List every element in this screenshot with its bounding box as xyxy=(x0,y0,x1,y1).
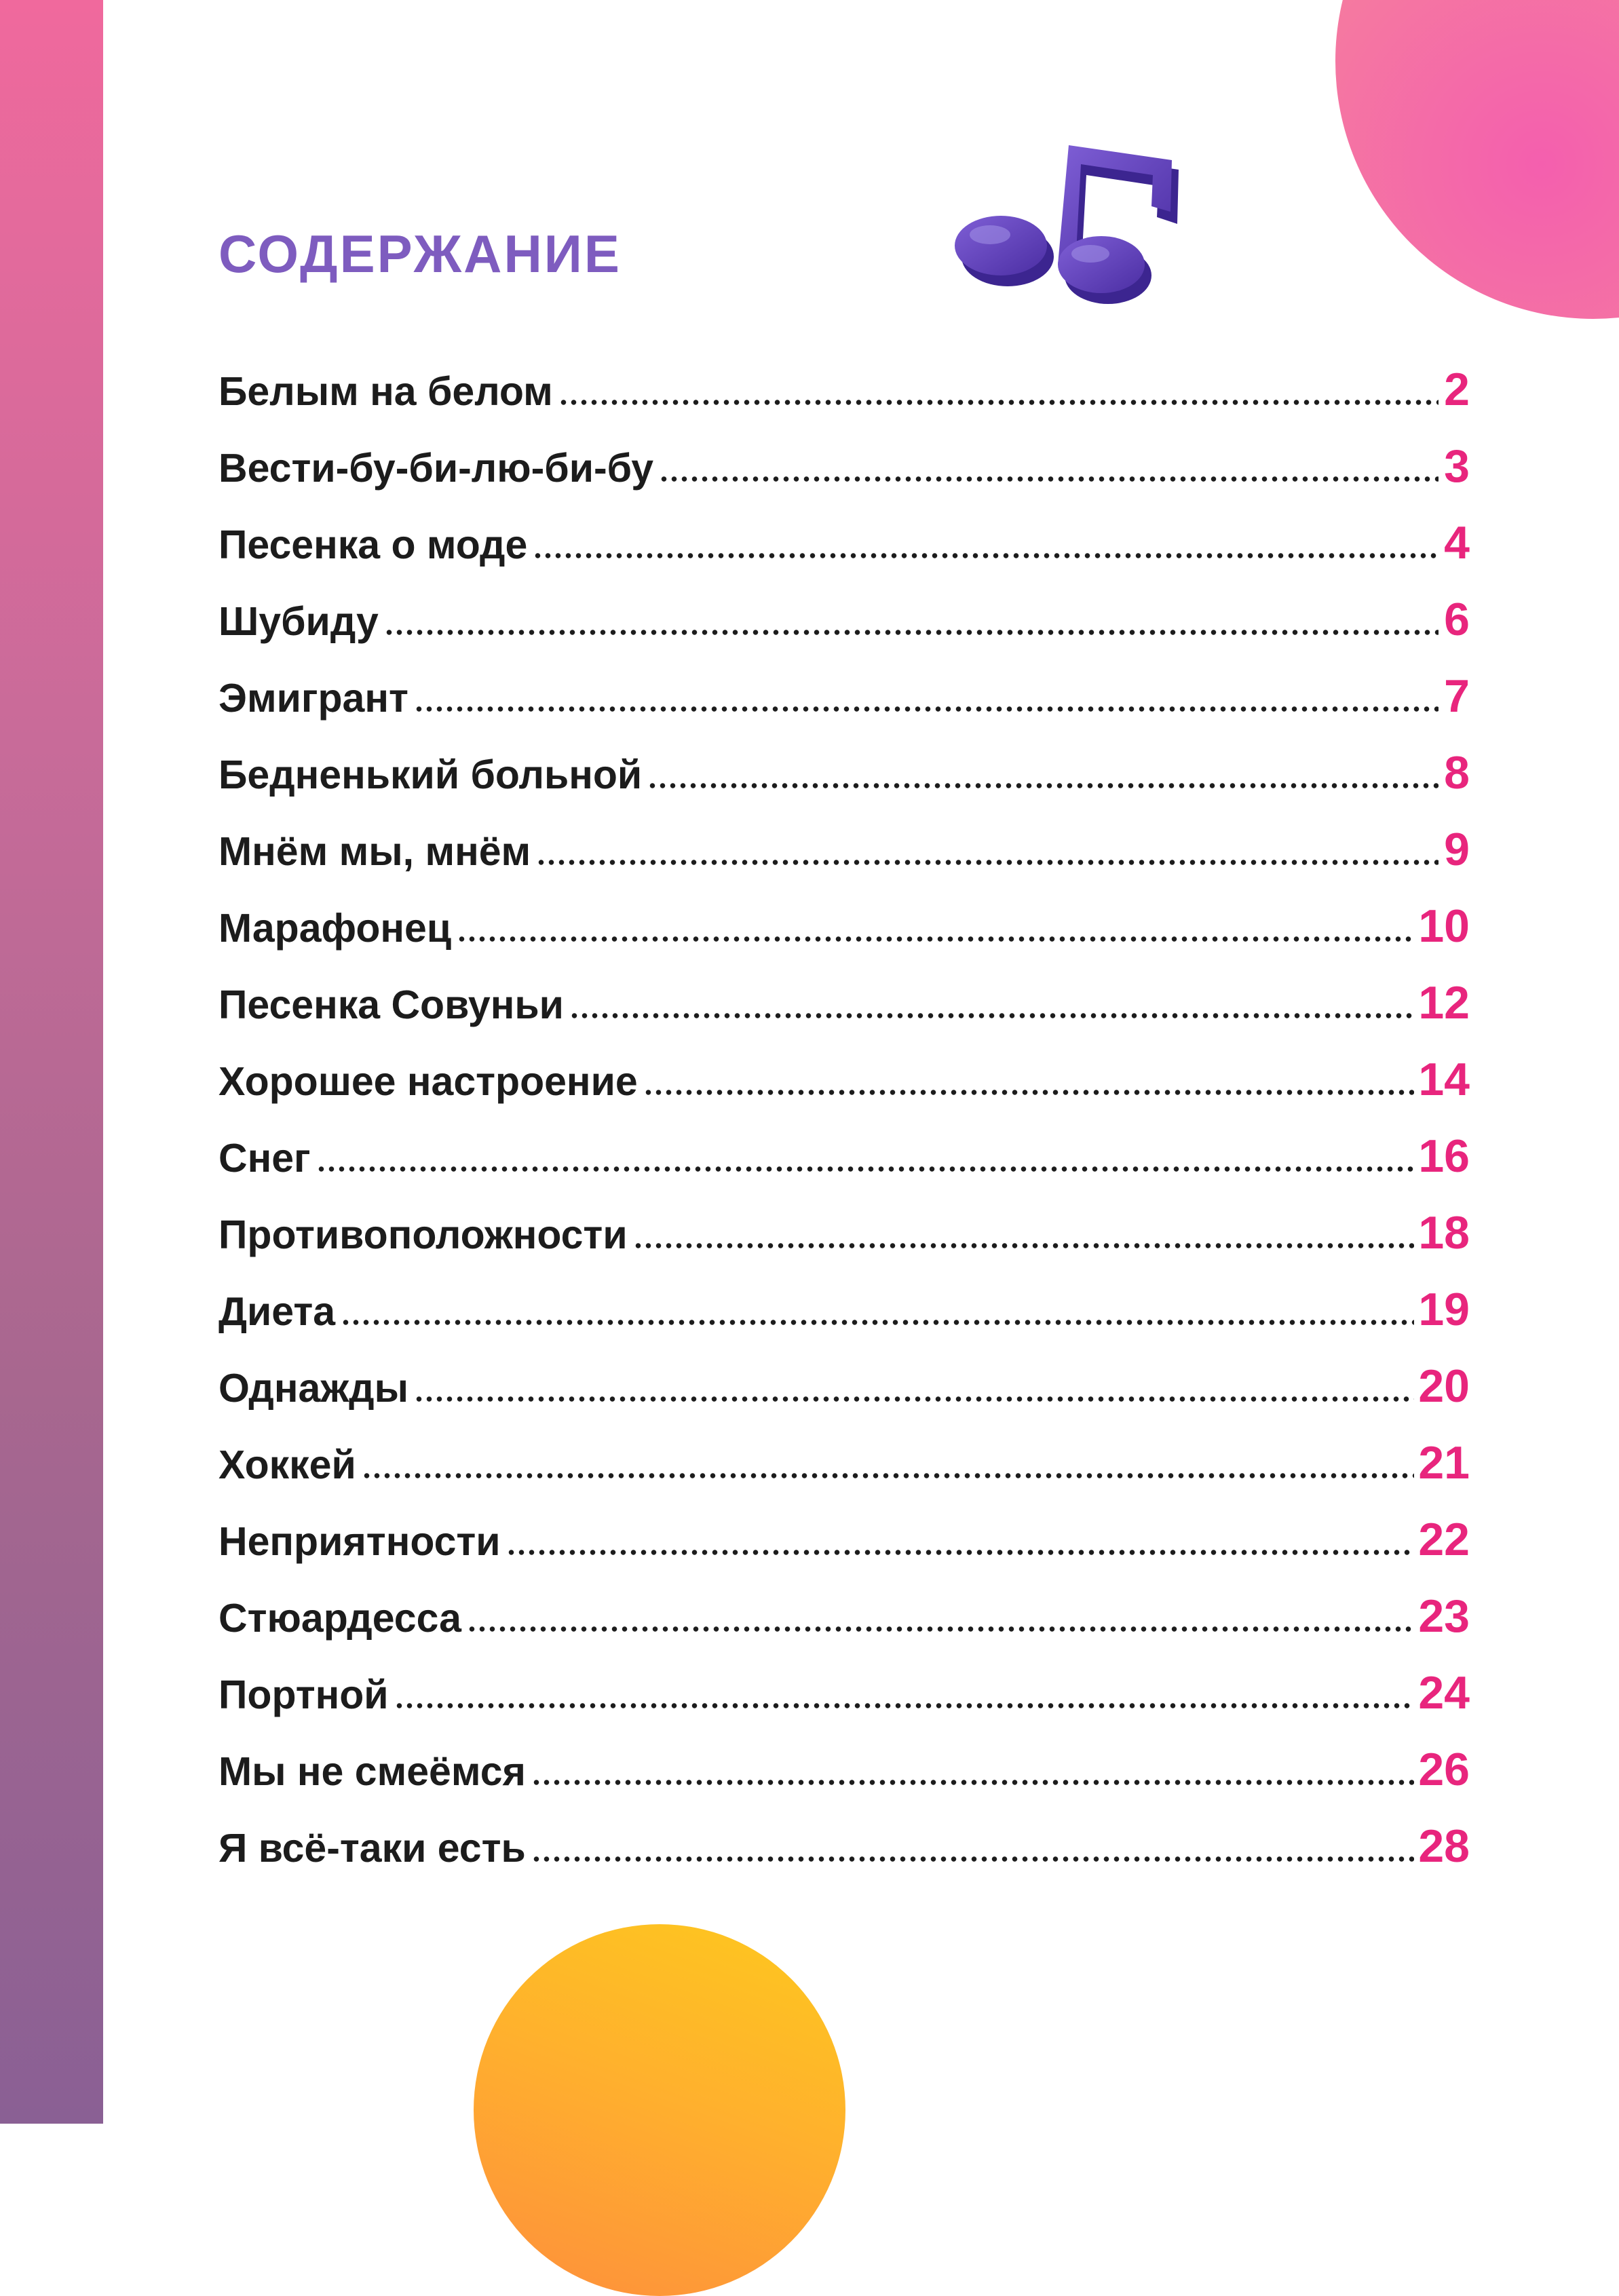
toc-entry-title: Однажды xyxy=(218,1366,408,1411)
toc-entry-page-number: 18 xyxy=(1418,1207,1470,1259)
toc-entry[interactable] xyxy=(218,1731,1470,1808)
toc-entry-page-number: 21 xyxy=(1418,1437,1470,1489)
toc-entry[interactable] xyxy=(218,1655,1470,1731)
toc-entry-title: Хоккей xyxy=(218,1442,356,1487)
toc-entry-title: Белым на белом xyxy=(218,369,553,414)
toc-entry[interactable] xyxy=(218,1808,1470,1885)
dot-leader xyxy=(536,858,1439,866)
toc-entry[interactable] xyxy=(218,1578,1470,1655)
toc-entry-title: Песенка Совуньи xyxy=(218,982,564,1027)
toc-entry-title: Бедненький больной xyxy=(218,752,643,797)
toc-entry-title: Хорошее настроение xyxy=(218,1059,638,1104)
side-gradient-strip xyxy=(0,0,103,2124)
toc-entry-page-number: 20 xyxy=(1418,1360,1470,1412)
dot-leader xyxy=(533,552,1439,560)
dot-leader xyxy=(362,1472,1415,1480)
toc-entry-title: Шубиду xyxy=(218,599,379,644)
dot-leader xyxy=(531,1855,1415,1863)
toc-entry[interactable] xyxy=(218,888,1470,965)
dot-leader xyxy=(633,1242,1415,1250)
toc-entry-page-number: 10 xyxy=(1418,900,1470,952)
toc-entry-page-number: 26 xyxy=(1418,1744,1470,1795)
toc-entry-title: Эмигрант xyxy=(218,676,408,721)
dot-leader xyxy=(531,1778,1414,1786)
dot-leader xyxy=(643,1088,1415,1096)
dot-leader xyxy=(316,1165,1415,1173)
decorative-orange-circle xyxy=(474,1924,845,2296)
toc-entry-page-number: 24 xyxy=(1418,1667,1470,1719)
toc-entry[interactable] xyxy=(218,735,1470,811)
dot-leader xyxy=(647,782,1439,790)
dot-leader xyxy=(414,705,1439,713)
table-of-contents xyxy=(218,351,1470,1885)
toc-entry-page-number: 14 xyxy=(1418,1054,1470,1105)
toc-entry[interactable] xyxy=(218,1271,1470,1348)
toc-entry-title: Песенка о моде xyxy=(218,522,528,567)
decorative-pink-circle xyxy=(1335,0,1619,319)
toc-entry-page-number: 2 xyxy=(1444,364,1470,415)
toc-entry[interactable] xyxy=(218,1195,1470,1271)
toc-entry-title: Я всё-таки есть xyxy=(218,1826,526,1871)
toc-entry[interactable] xyxy=(218,351,1470,428)
dot-leader xyxy=(558,398,1439,406)
toc-entry[interactable] xyxy=(218,505,1470,581)
toc-entry-title: Мы не смеёмся xyxy=(218,1749,526,1794)
dot-leader xyxy=(467,1625,1414,1633)
dot-leader xyxy=(659,475,1439,483)
dot-leader xyxy=(341,1318,1414,1326)
toc-entry-title: Стюардесса xyxy=(218,1596,461,1641)
toc-entry-page-number: 3 xyxy=(1444,440,1470,492)
toc-entry[interactable] xyxy=(218,1425,1470,1501)
toc-entry-page-number: 16 xyxy=(1418,1130,1470,1182)
toc-entry-title: Мнём мы, мнём xyxy=(218,829,531,874)
toc-entry-page-number: 7 xyxy=(1444,670,1470,722)
toc-entry-page-number: 12 xyxy=(1418,977,1470,1029)
toc-entry[interactable] xyxy=(218,658,1470,735)
toc-entry-title: Вести-бу-би-лю-би-бу xyxy=(218,446,654,491)
toc-entry-page-number: 19 xyxy=(1418,1284,1470,1335)
toc-entry-page-number: 23 xyxy=(1418,1590,1470,1642)
toc-entry[interactable] xyxy=(218,965,1470,1041)
dot-leader xyxy=(394,1702,1415,1710)
toc-entry[interactable] xyxy=(218,1501,1470,1578)
toc-entry-title: Снег xyxy=(218,1136,311,1181)
toc-entry[interactable] xyxy=(218,428,1470,505)
toc-entry-title: Противоположности xyxy=(218,1212,628,1257)
toc-entry-page-number: 4 xyxy=(1444,517,1470,569)
music-note-icon xyxy=(947,136,1191,319)
toc-entry-page-number: 6 xyxy=(1444,594,1470,645)
dot-leader xyxy=(506,1548,1415,1556)
page-title: СОДЕРЖАНИЕ xyxy=(218,224,622,284)
toc-entry-title: Неприятности xyxy=(218,1519,501,1564)
toc-entry[interactable] xyxy=(218,811,1470,888)
toc-entry[interactable] xyxy=(218,1118,1470,1195)
toc-entry-page-number: 8 xyxy=(1444,747,1470,799)
toc-entry[interactable] xyxy=(218,1041,1470,1118)
toc-entry[interactable] xyxy=(218,1348,1470,1425)
dot-leader xyxy=(384,628,1439,636)
toc-entry-page-number: 28 xyxy=(1418,1820,1470,1872)
dot-leader xyxy=(457,935,1414,943)
toc-entry[interactable] xyxy=(218,581,1470,658)
toc-entry-title: Диета xyxy=(218,1289,336,1334)
dot-leader xyxy=(569,1012,1414,1020)
toc-entry-title: Марафонец xyxy=(218,906,452,951)
dot-leader xyxy=(414,1395,1414,1403)
toc-entry-page-number: 9 xyxy=(1444,824,1470,875)
toc-entry-title: Портной xyxy=(218,1672,389,1717)
toc-entry-page-number: 22 xyxy=(1418,1514,1470,1565)
